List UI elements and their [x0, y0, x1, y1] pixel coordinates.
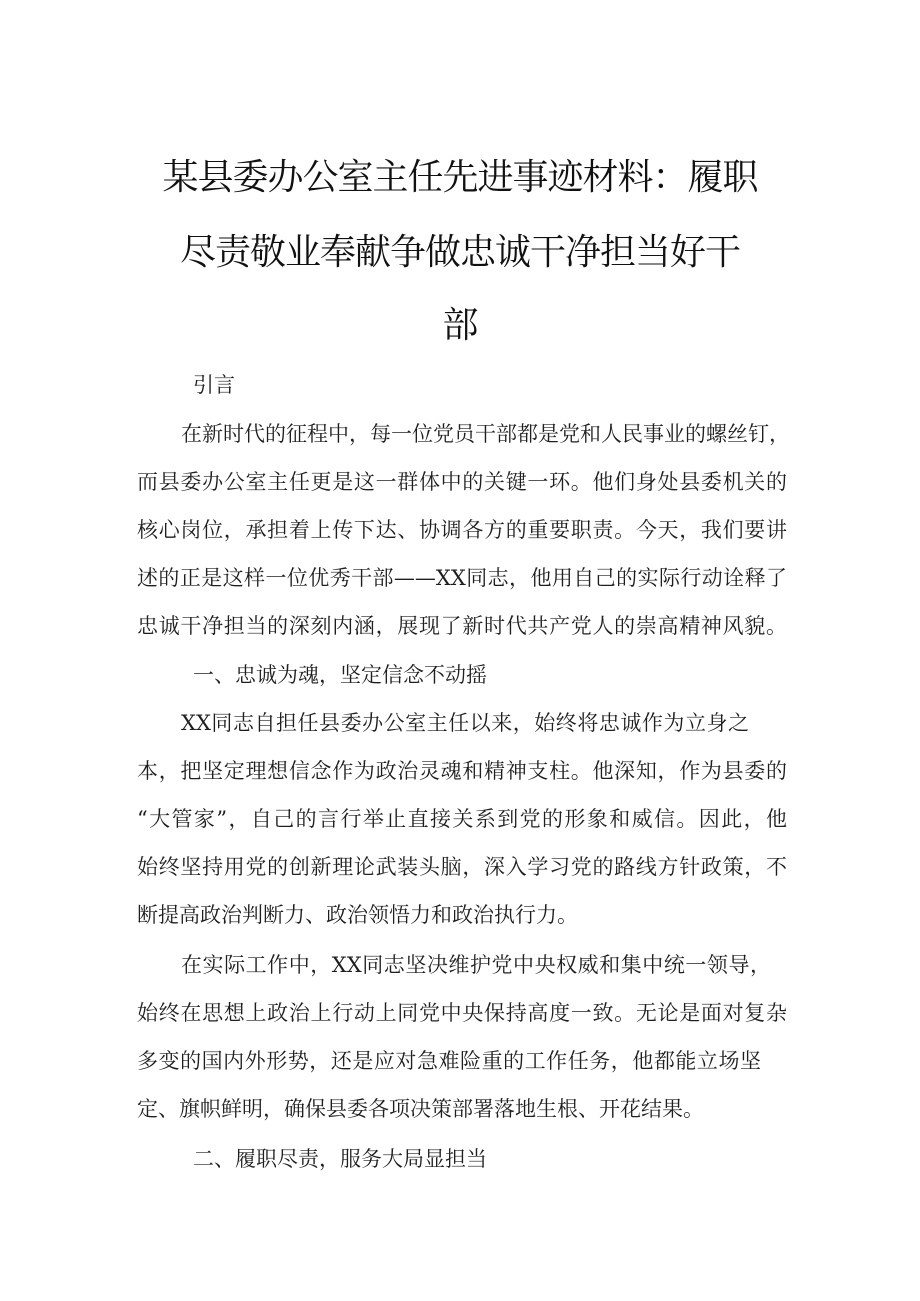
paragraph3-line: 在实际工作中，XX同志坚决维护党中央权威和集中统一领导，	[181, 953, 771, 977]
document-title-line-1: 某县委办公室主任先进事迹材料：履职	[162, 157, 758, 198]
paragraph2-line: “大管家”，自己的言行举止直接关系到党的形象和威信。因此，他	[137, 807, 787, 831]
paragraph2-line: 本，把坚定理想信念作为政治灵魂和精神支柱。他深知，作为县委的	[137, 759, 787, 783]
paragraph1-line: 核心岗位，承担着上传下达、协调各方的重要职责。今天，我们要讲	[137, 518, 787, 542]
document-title-line-2: 尽责敬业奉献争做忠诚干净担当好干	[179, 232, 740, 273]
paragraph1-line: 而县委办公室主任更是这一群体中的关键一环。他们身处县委机关的	[137, 470, 787, 494]
paragraph2-line: XX同志自担任县委办公室主任以来，始终将忠诚作为立身之	[181, 711, 749, 735]
paragraph2-line: 断提高政治判断力、政治领悟力和政治执行力。	[137, 903, 578, 927]
paragraph1-line: 在新时代的征程中，每一位党员干部都是党和人民事业的螺丝钉，	[181, 422, 790, 446]
intro-heading: 引言	[193, 373, 235, 397]
paragraph2-line: 始终坚持用党的创新理论武装头脑，深入学习党的路线方针政策，不	[137, 855, 787, 879]
paragraph1-line: 述的正是这样一位优秀干部——XX同志，他用自己的实际行动诠释了	[137, 566, 787, 590]
document-title-line-3: 部	[442, 305, 478, 346]
paragraph1-line: 忠诚干净担当的深刻内涵，展现了新时代共产党人的崇高精神风貌。	[137, 614, 787, 638]
section2-heading: 二、履职尽责，服务大局显担当	[193, 1147, 487, 1171]
paragraph3-line: 定、旗帜鲜明，确保县委各项决策部署落地生根、开花结果。	[137, 1097, 704, 1121]
section1-heading: 一、忠诚为魂，坚定信念不动摇	[193, 663, 487, 687]
paragraph3-line: 多变的国内外形势，还是应对急难险重的工作任务，他都能立场坚	[137, 1049, 761, 1073]
paragraph3-line: 始终在思想上政治上行动上同党中央保持高度一致。无论是面对复杂	[137, 1001, 787, 1025]
